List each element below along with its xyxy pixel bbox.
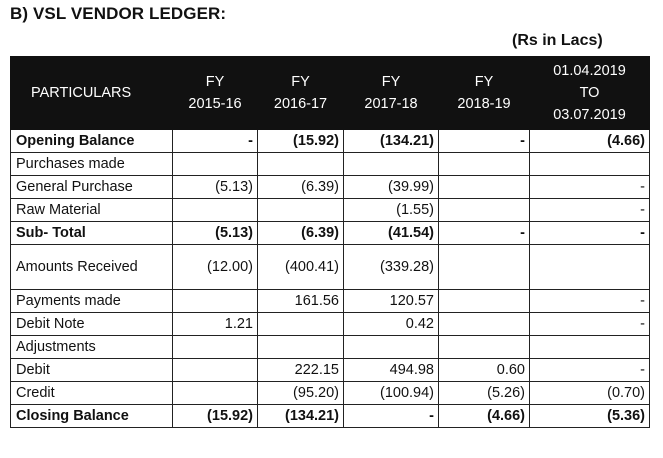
table-row: [11, 405, 650, 428]
table-cell: (134.21): [344, 130, 439, 153]
table-cell: [439, 153, 530, 176]
table-cell: (5.13): [173, 222, 258, 245]
table-row: [11, 153, 650, 176]
header-row: [11, 57, 650, 130]
table-cell: (4.66): [439, 405, 530, 428]
table-cell: 494.98: [344, 359, 439, 382]
table-cell: (15.92): [173, 405, 258, 428]
table-cell: (5.26): [439, 382, 530, 405]
table-cell: (339.28): [344, 245, 439, 290]
table-cell: (39.99): [344, 176, 439, 199]
table-row: [11, 245, 650, 290]
table-cell: (134.21): [258, 405, 344, 428]
table-cell: 1.21: [173, 313, 258, 336]
table-cell: -: [530, 199, 650, 222]
table-cell: [439, 313, 530, 336]
table-header: [11, 57, 650, 130]
table-cell: [173, 153, 258, 176]
table-row: [11, 359, 650, 382]
table-cell: [530, 245, 650, 290]
table-cell: -: [344, 405, 439, 428]
table-cell: [173, 290, 258, 313]
table-cell: -: [173, 130, 258, 153]
table-cell: [530, 153, 650, 176]
table-cell: (1.55): [344, 199, 439, 222]
vendor-ledger-table: [10, 56, 650, 428]
table-cell: [258, 153, 344, 176]
table-cell: 161.56: [258, 290, 344, 313]
table-row: [11, 290, 650, 313]
table-body: [11, 130, 650, 428]
table-cell: 222.15: [258, 359, 344, 382]
table-row: [11, 199, 650, 222]
table-cell: [258, 313, 344, 336]
table-cell: [173, 199, 258, 222]
row-label: Sub- Total: [11, 222, 173, 245]
row-label: Payments made: [11, 290, 173, 313]
table-cell: -: [439, 130, 530, 153]
table-cell: -: [530, 222, 650, 245]
table-row: [11, 313, 650, 336]
table-cell: [344, 153, 439, 176]
table-cell: (4.66): [530, 130, 650, 153]
row-label: Purchases made: [11, 153, 173, 176]
table-cell: (5.36): [530, 405, 650, 428]
table-cell: (12.00): [173, 245, 258, 290]
table-cell: [439, 199, 530, 222]
table-cell: [173, 359, 258, 382]
section-title: B) VSL VENDOR LEDGER:: [10, 4, 227, 23]
table-row: [11, 176, 650, 199]
row-label: Credit: [11, 382, 173, 405]
unit-note: (Rs in Lacs): [512, 32, 603, 49]
table-row: [11, 382, 650, 405]
row-label: Closing Balance: [11, 405, 173, 428]
table-cell: 120.57: [344, 290, 439, 313]
table-cell: [344, 336, 439, 359]
row-label: Raw Material: [11, 199, 173, 222]
table-cell: [439, 245, 530, 290]
table-row: [11, 336, 650, 359]
table-cell: (95.20): [258, 382, 344, 405]
table-cell: (41.54): [344, 222, 439, 245]
table-cell: (5.13): [173, 176, 258, 199]
column-header-fy-2018-19: FY 2018-19: [439, 57, 530, 130]
row-label: Amounts Received: [11, 245, 173, 290]
table-cell: [173, 336, 258, 359]
row-label: Opening Balance: [11, 130, 173, 153]
row-label: Debit Note: [11, 313, 173, 336]
table-cell: -: [530, 290, 650, 313]
table-cell: 0.42: [344, 313, 439, 336]
table-row: [11, 130, 650, 153]
table-cell: (100.94): [344, 382, 439, 405]
table-cell: [439, 176, 530, 199]
table-cell: [439, 336, 530, 359]
table-cell: -: [530, 359, 650, 382]
table-cell: [173, 382, 258, 405]
table-cell: [530, 336, 650, 359]
table-cell: (0.70): [530, 382, 650, 405]
table-cell: [258, 336, 344, 359]
table-cell: 0.60: [439, 359, 530, 382]
column-header-period-2019: 01.04.2019 TO 03.07.2019: [530, 57, 650, 130]
table-cell: -: [530, 176, 650, 199]
column-header-fy-2017-18: FY 2017-18: [344, 57, 439, 130]
row-label: Adjustments: [11, 336, 173, 359]
table-cell: -: [530, 313, 650, 336]
row-label: Debit: [11, 359, 173, 382]
table-cell: -: [439, 222, 530, 245]
table-cell: (400.41): [258, 245, 344, 290]
table-row: [11, 222, 650, 245]
table-cell: [258, 199, 344, 222]
table-cell: (6.39): [258, 222, 344, 245]
column-header-fy-2015-16: FY 2015-16: [173, 57, 258, 130]
table-cell: (15.92): [258, 130, 344, 153]
table-cell: [439, 290, 530, 313]
column-header-fy-2016-17: FY 2016-17: [258, 57, 344, 130]
column-header-particulars: PARTICULARS: [11, 57, 173, 130]
table-cell: (6.39): [258, 176, 344, 199]
row-label: General Purchase: [11, 176, 173, 199]
